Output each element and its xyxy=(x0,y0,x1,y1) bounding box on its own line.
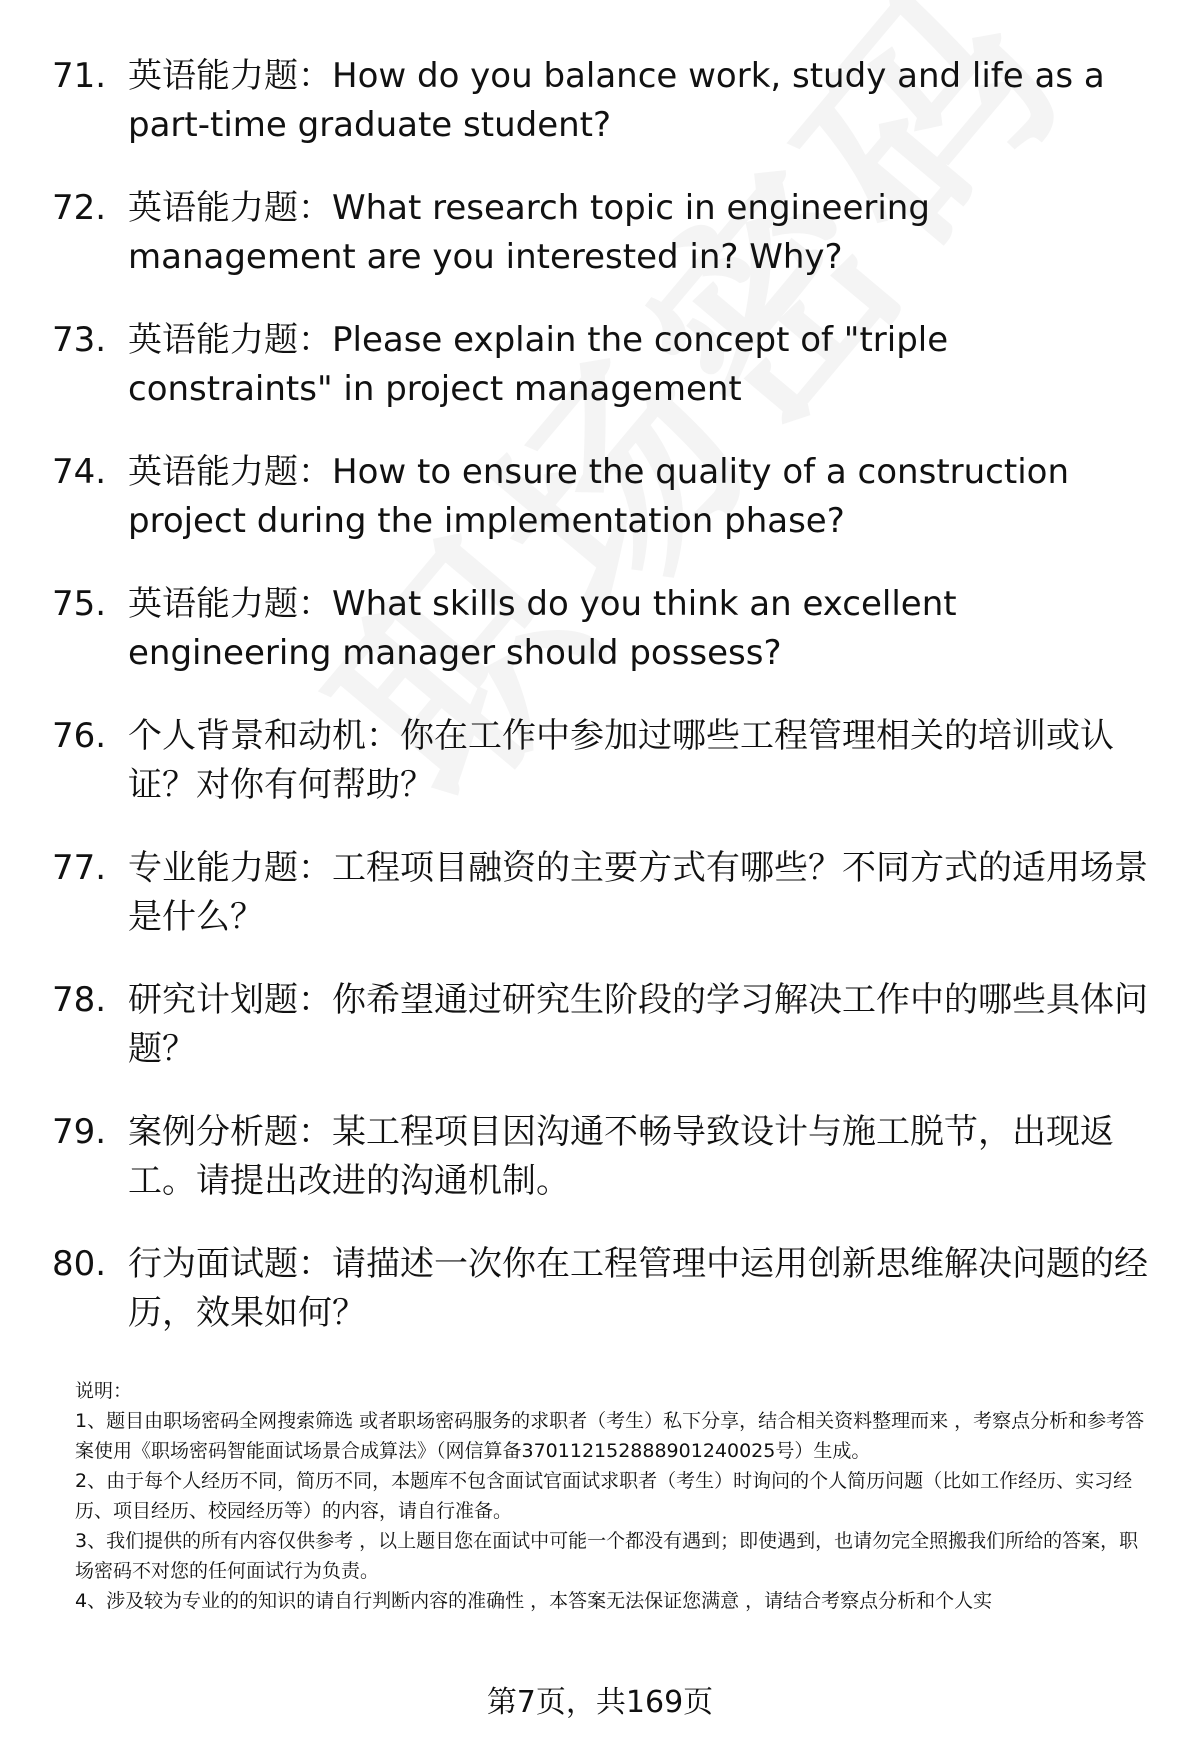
question-text: 研究计划题：你希望通过研究生阶段的学习解决工作中的哪些具体问题？ xyxy=(128,980,1148,1069)
question-number: 78. xyxy=(52,980,107,1020)
question-number: 72. xyxy=(52,188,107,228)
question-number: 77. xyxy=(52,848,107,888)
question-item xyxy=(52,1240,1152,1372)
question-item xyxy=(52,844,1152,976)
question-text: 行为面试题：请描述一次你在工程管理中运用创新思维解决问题的经历，效果如何？ xyxy=(128,1244,1148,1333)
question-item xyxy=(52,1108,1152,1240)
page-number: 第7页，共169页 xyxy=(486,1685,714,1720)
question-number: 79. xyxy=(52,1112,107,1152)
question-item xyxy=(52,52,1152,184)
question-text: 英语能力题：How do you balance work, study and life as a part-time graduate student? xyxy=(128,56,1105,145)
question-item xyxy=(52,316,1152,448)
note-item: 4、涉及较为专业的的知识的请自行判断内容的准确性 ，本答案无法保证您满意 ，请结合考察点分析和个人实 xyxy=(75,1590,993,1612)
question-text: 专业能力题：工程项目融资的主要方式有哪些？不同方式的适用场景是什么？ xyxy=(128,848,1148,937)
question-text: 个人背景和动机：你在工作中参加过哪些工程管理相关的培训或认证？对你有何帮助？ xyxy=(128,716,1114,805)
question-text: 英语能力题：What skills do you think an excellent engineering manager should possess? xyxy=(128,584,957,673)
question-item xyxy=(52,712,1152,844)
question-item xyxy=(52,448,1152,580)
question-list xyxy=(52,52,1152,1372)
question-number: 73. xyxy=(52,320,107,360)
question-number: 71. xyxy=(52,56,107,96)
note-item: 3、我们提供的所有内容仅供参考 ，以上题目您在面试中可能一个都没有遇到；即使遇到，也请勿完全照搬我们所给的答案，职场密码不对您的任何面试行为负责。 xyxy=(75,1530,1139,1582)
note-item: 1、题目由职场密码全网搜索筛选 或者职场密码服务的求职者（考生）私下分享，结合相关资料整理而来 ，考察点分析和参考答案使用《职场密码智能面试场景合成算法》（网信算备370112152888901240025号）生成。 xyxy=(75,1410,1145,1462)
question-text: 英语能力题：Please explain the concept of "triple constraints" in project management xyxy=(128,320,949,409)
question-number: 80. xyxy=(52,1244,107,1284)
question-text: 英语能力题：What research topic in engineering management are you interested in? Why? xyxy=(128,188,930,277)
notes-section xyxy=(75,1376,1155,1616)
question-item xyxy=(52,976,1152,1108)
question-item xyxy=(52,580,1152,712)
question-text: 英语能力题：How to ensure the quality of a construction project during the implementation phase? xyxy=(128,452,1069,541)
question-number: 75. xyxy=(52,584,107,624)
question-text: 案例分析题：某工程项目因沟通不畅导致设计与施工脱节，出现返工。请提出改进的沟通机制。 xyxy=(128,1112,1114,1201)
question-item xyxy=(52,184,1152,316)
question-number: 74. xyxy=(52,452,107,492)
question-number: 76. xyxy=(52,716,107,756)
note-item: 2、由于每个人经历不同，简历不同，本题库不包含面试官面试求职者（考生）时询问的个人简历问题（比如工作经历、实习经历、项目经历、校园经历等）的内容，请自行准备。 xyxy=(75,1470,1133,1522)
notes-title: 说明： xyxy=(75,1380,133,1402)
